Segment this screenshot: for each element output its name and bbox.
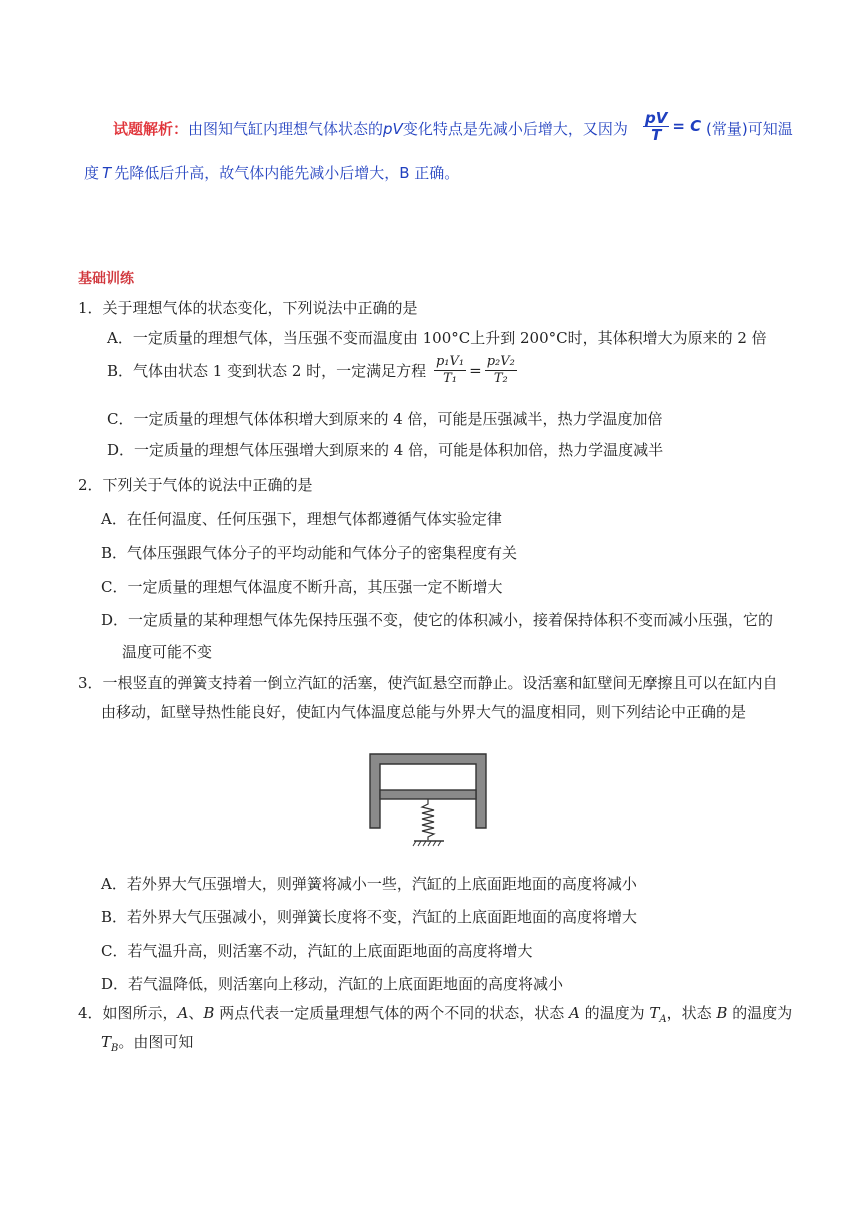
q2-option-b: B．气体压强跟气体分子的平均动能和气体分子的密集程度有关 bbox=[101, 544, 518, 562]
inverted-cylinder-spring-figure bbox=[368, 752, 490, 852]
q2-option-a: A．在任何温度、任何压强下，理想气体都遵循气体实验定律 bbox=[101, 510, 502, 528]
analysis-line-1-end: (常量)可知温 bbox=[706, 120, 793, 138]
formula-eq: = C bbox=[672, 117, 702, 135]
q2-stem: 2．下列关于气体的说法中正确的是 bbox=[78, 476, 313, 494]
analysis-text: 变化特点是先减小后增大，又因为 bbox=[402, 120, 628, 138]
analysis-line-1 bbox=[113, 118, 628, 139]
analysis-heading: 试题解析： bbox=[113, 120, 189, 138]
q1-option-c: C．一定质量的理想气体体积增大到原来的 4 倍，可能是压强减半，热力学温度加倍 bbox=[107, 410, 663, 428]
q2-option-d-line1: D．一定质量的某种理想气体先保持压强不变，使它的体积减小，接着保持体积不变而减小压强，它的 bbox=[101, 611, 774, 629]
q3-stem-line1: 3．一根竖直的弹簧支持着一倒立汽缸的活塞，使汽缸悬空而静止。设活塞和缸壁间无摩擦且可以在缸内自 bbox=[78, 674, 778, 692]
p2v2-over-t2: $\frac{\text{p₂V₂}}{\text{T₂}}$ bbox=[486, 354, 515, 386]
ground-hatch bbox=[413, 841, 441, 846]
q2-option-c: C．一定质量的理想气体温度不断升高，其压强一定不断增大 bbox=[101, 578, 503, 596]
section-title: 基础训练 bbox=[78, 271, 134, 287]
q3-stem-line2: 由移动，缸壁导热性能良好，使缸内气体温度总能与外界大气的温度相同，则下列结论中正确的是 bbox=[101, 703, 747, 721]
analysis-line-2: 度 T 先降低后升高，故气体内能先减小后增大，B 正确。 bbox=[84, 164, 460, 182]
p1v1-over-t1: $\frac{\text{p₁V₁}}{\text{T₁}}$ bbox=[435, 354, 465, 386]
q3-option-b: B．若外界大气压强减小，则弹簧长度将不变，汽缸的上底面距地面的高度将增大 bbox=[101, 908, 638, 926]
piston bbox=[380, 790, 476, 799]
q4-stem-line2: $T_B$。由图可知 bbox=[101, 1033, 194, 1054]
q3-option-a: A．若外界大气压强增大，则弹簧将减小一些，汽缸的上底面距地面的高度将减小 bbox=[101, 875, 637, 893]
q1-stem: 1．关于理想气体的状态变化，下列说法中正确的是 bbox=[78, 299, 418, 317]
pv-symbol: pV bbox=[383, 120, 403, 138]
analysis-formula bbox=[640, 110, 701, 143]
q1-option-b: B．气体由状态 1 变到状态 2 时，一定满足方程 $\frac{\text{p₁V₁}}{\text{T₁}}$ = $\frac{\text{p₂V₂}}{\text{T₂}}$ bbox=[107, 354, 515, 386]
pv-over-t-fraction: $\frac{pV}{T}$ bbox=[645, 109, 668, 144]
spring bbox=[422, 799, 434, 840]
q1-option-a: A．一定质量的理想气体，当压强不变而温度由 100°C上升到 200°C时，其体积增大为原来的 2 倍 bbox=[107, 329, 767, 347]
q2-option-d-line2: 温度可能不变 bbox=[122, 643, 213, 661]
q1-option-d: D．一定质量的理想气体压强增大到原来的 4 倍，可能是体积加倍，热力学温度减半 bbox=[107, 441, 664, 459]
q3-option-c: C．若气温升高，则活塞不动，汽缸的上底面距地面的高度将增大 bbox=[101, 942, 533, 960]
q3-option-d: D．若气温降低，则活塞向上移动，汽缸的上底面距地面的高度将减小 bbox=[101, 975, 564, 993]
analysis-text: 由图知气缸内理想气体状态的 bbox=[188, 120, 384, 138]
q4-stem-line1: 4．如图所示，A、B 两点代表一定质量理想气体的两个不同的状态，状态 A 的温度为 $T_A$，状态 B 的温度为 bbox=[78, 1004, 793, 1025]
